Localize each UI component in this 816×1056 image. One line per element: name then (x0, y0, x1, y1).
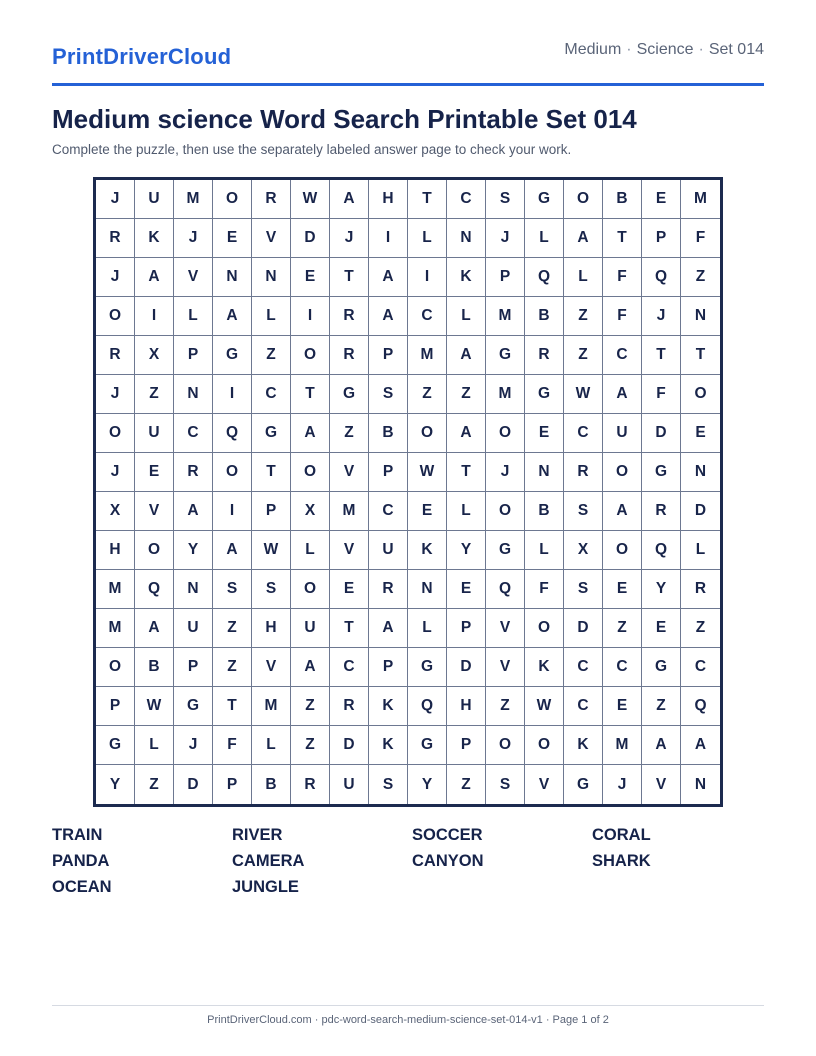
grid-cell[interactable]: W (408, 453, 447, 492)
grid-cell[interactable]: B (525, 297, 564, 336)
grid-cell[interactable]: Z (291, 726, 330, 765)
grid-cell[interactable]: G (486, 336, 525, 375)
grid-cell[interactable]: V (252, 648, 291, 687)
grid-cell[interactable]: Y (96, 765, 135, 804)
grid-cell[interactable]: A (564, 219, 603, 258)
grid-cell[interactable]: S (369, 375, 408, 414)
grid-cell[interactable]: F (213, 726, 252, 765)
grid-cell[interactable]: Z (447, 765, 486, 804)
grid-cell[interactable]: G (525, 180, 564, 219)
grid-cell[interactable]: M (96, 609, 135, 648)
grid-cell[interactable]: E (603, 570, 642, 609)
grid-cell[interactable]: E (447, 570, 486, 609)
word-list-item: CAMERA (232, 852, 305, 870)
grid-cell[interactable]: C (174, 414, 213, 453)
grid-cell[interactable]: B (135, 648, 174, 687)
word-list-item: OCEAN (52, 878, 112, 896)
page-footer: PrintDriverCloud.com · pdc-word-search-medium-science-set-014-v1 · Page 1 of 2 (207, 1014, 609, 1026)
grid-cell[interactable]: A (681, 726, 720, 765)
word-list-item: PANDA (52, 852, 110, 870)
word-list-item: CANYON (412, 852, 484, 870)
grid-cell[interactable]: Z (408, 375, 447, 414)
grid-cell[interactable]: I (213, 492, 252, 531)
grid-cell[interactable]: D (681, 492, 720, 531)
breadcrumb-set: Set 014 (708, 41, 764, 58)
grid-cell[interactable]: E (213, 219, 252, 258)
grid-cell[interactable]: A (213, 297, 252, 336)
grid-cell[interactable]: P (174, 336, 213, 375)
grid-cell[interactable]: O (564, 180, 603, 219)
grid-cell[interactable]: O (486, 492, 525, 531)
grid-cell[interactable]: U (603, 414, 642, 453)
grid-cell[interactable]: S (564, 492, 603, 531)
grid-cell[interactable]: P (447, 726, 486, 765)
grid-cell[interactable]: G (252, 414, 291, 453)
grid-cell[interactable]: Q (213, 414, 252, 453)
grid-cell[interactable]: E (681, 414, 720, 453)
grid-cell[interactable]: H (96, 531, 135, 570)
grid-cell[interactable]: V (330, 453, 369, 492)
grid-cell[interactable]: U (369, 531, 408, 570)
grid-cell[interactable]: V (486, 648, 525, 687)
word-list-item: JUNGLE (232, 878, 299, 896)
grid-cell[interactable]: A (369, 258, 408, 297)
grid-cell[interactable]: V (252, 219, 291, 258)
grid-cell[interactable]: G (642, 648, 681, 687)
grid-cell[interactable]: C (564, 414, 603, 453)
grid-cell[interactable]: A (291, 414, 330, 453)
grid-cell[interactable]: L (447, 492, 486, 531)
grid-cell[interactable]: Z (135, 375, 174, 414)
grid-cell[interactable]: O (213, 453, 252, 492)
grid-cell[interactable]: L (525, 531, 564, 570)
grid-cell[interactable]: M (252, 687, 291, 726)
grid-cell[interactable]: Q (135, 570, 174, 609)
grid-cell[interactable]: F (525, 570, 564, 609)
grid-cell[interactable]: O (525, 726, 564, 765)
grid-cell[interactable]: C (603, 648, 642, 687)
grid-cell[interactable]: J (330, 219, 369, 258)
grid-cell[interactable]: A (135, 258, 174, 297)
grid-cell[interactable]: K (135, 219, 174, 258)
grid-cell[interactable]: F (642, 375, 681, 414)
grid-cell[interactable]: V (330, 531, 369, 570)
grid-cell[interactable]: X (291, 492, 330, 531)
grid-cell[interactable]: I (291, 297, 330, 336)
grid-cell[interactable]: D (330, 726, 369, 765)
breadcrumb-category: Science (636, 41, 694, 58)
grid-cell[interactable]: J (486, 219, 525, 258)
grid-cell[interactable]: A (447, 336, 486, 375)
grid-cell[interactable]: O (603, 531, 642, 570)
grid-cell[interactable]: M (174, 180, 213, 219)
grid-cell[interactable]: A (603, 492, 642, 531)
grid-cell[interactable]: O (96, 648, 135, 687)
grid-cell[interactable]: O (291, 570, 330, 609)
grid-cell[interactable]: S (213, 570, 252, 609)
grid-cell[interactable]: N (525, 453, 564, 492)
word-list-item: SHARK (592, 852, 651, 870)
grid-cell[interactable]: R (681, 570, 720, 609)
word-list-item: RIVER (232, 826, 283, 844)
grid-cell[interactable]: O (681, 375, 720, 414)
grid-cell[interactable]: R (291, 765, 330, 804)
grid-cell[interactable]: B (252, 765, 291, 804)
grid-cell[interactable]: R (369, 570, 408, 609)
grid-cell[interactable]: G (330, 375, 369, 414)
grid-cell[interactable]: G (642, 453, 681, 492)
word-list (52, 825, 764, 897)
grid-cell[interactable]: Z (291, 687, 330, 726)
grid-cell[interactable]: C (564, 648, 603, 687)
grid-cell[interactable]: U (135, 414, 174, 453)
page-title: Medium science Word Search Printable Set 014 (52, 104, 637, 134)
grid-cell[interactable]: K (369, 687, 408, 726)
grid-cell[interactable]: X (135, 336, 174, 375)
grid-cell[interactable]: Z (330, 414, 369, 453)
grid-cell[interactable]: P (447, 609, 486, 648)
page-subtitle: Complete the puzzle, then use the separately labeled answer page to check your work. (52, 142, 572, 157)
grid-cell[interactable]: J (486, 453, 525, 492)
grid-cell[interactable]: K (564, 726, 603, 765)
grid-cell[interactable]: O (486, 726, 525, 765)
grid-cell[interactable]: Y (447, 531, 486, 570)
grid-cell[interactable]: Z (135, 765, 174, 804)
grid-cell[interactable]: Z (213, 648, 252, 687)
grid-cell[interactable]: C (603, 336, 642, 375)
word-list-item: CORAL (592, 826, 651, 844)
grid-cell[interactable]: F (681, 219, 720, 258)
grid-cell[interactable]: T (681, 336, 720, 375)
grid-cell[interactable]: X (564, 531, 603, 570)
grid-cell[interactable]: Z (564, 297, 603, 336)
grid-cell[interactable]: G (213, 336, 252, 375)
grid-cell[interactable]: F (603, 258, 642, 297)
grid-cell[interactable]: O (96, 297, 135, 336)
grid-cell[interactable]: G (174, 687, 213, 726)
grid-cell[interactable]: U (291, 609, 330, 648)
grid-cell[interactable]: I (213, 375, 252, 414)
grid-cell[interactable]: G (564, 765, 603, 804)
grid-cell[interactable]: R (96, 336, 135, 375)
grid-cell[interactable]: B (603, 180, 642, 219)
grid-cell[interactable]: Z (681, 258, 720, 297)
grid-cell[interactable]: A (213, 531, 252, 570)
grid-cell[interactable]: Z (681, 609, 720, 648)
grid-cell[interactable]: M (96, 570, 135, 609)
grid-cell[interactable]: G (408, 726, 447, 765)
grid-cell[interactable]: D (291, 219, 330, 258)
grid-cell[interactable]: N (408, 570, 447, 609)
word-list-item: TRAIN (52, 826, 103, 844)
grid-cell[interactable]: I (408, 258, 447, 297)
grid-cell[interactable]: R (330, 687, 369, 726)
grid-cell[interactable]: Q (642, 258, 681, 297)
grid-cell[interactable]: R (174, 453, 213, 492)
grid-cell[interactable]: M (486, 375, 525, 414)
grid-cell[interactable]: O (135, 531, 174, 570)
grid-cell[interactable]: R (330, 297, 369, 336)
grid-cell[interactable]: O (96, 414, 135, 453)
grid-cell[interactable]: J (96, 180, 135, 219)
grid-cell[interactable]: L (408, 219, 447, 258)
grid-cell[interactable]: N (681, 453, 720, 492)
grid-cell[interactable]: I (369, 219, 408, 258)
grid-cell[interactable]: J (603, 765, 642, 804)
grid-cell[interactable]: G (96, 726, 135, 765)
grid-cell[interactable]: M (408, 336, 447, 375)
breadcrumb-level: Medium (564, 41, 622, 58)
grid-cell[interactable]: E (135, 453, 174, 492)
grid-cell[interactable]: R (525, 336, 564, 375)
grid-cell[interactable]: L (564, 258, 603, 297)
grid-cell[interactable]: L (174, 297, 213, 336)
grid-cell[interactable]: Z (564, 336, 603, 375)
grid-cell[interactable]: K (369, 726, 408, 765)
grid-cell[interactable]: A (369, 297, 408, 336)
grid-cell[interactable]: O (213, 180, 252, 219)
grid-cell[interactable]: H (369, 180, 408, 219)
breadcrumb (564, 41, 764, 59)
grid-cell[interactable]: Z (447, 375, 486, 414)
page-header (52, 0, 764, 86)
grid-cell[interactable]: L (681, 531, 720, 570)
grid-cell[interactable]: Y (642, 570, 681, 609)
grid-cell[interactable]: L (291, 531, 330, 570)
grid-cell[interactable]: W (564, 375, 603, 414)
grid-cell[interactable]: J (96, 258, 135, 297)
breadcrumb-separator: · (698, 41, 704, 58)
grid-cell[interactable]: M (486, 297, 525, 336)
grid-cell[interactable]: J (642, 297, 681, 336)
grid-cell[interactable]: S (369, 765, 408, 804)
grid-cell[interactable]: F (603, 297, 642, 336)
grid-cell[interactable]: C (564, 687, 603, 726)
grid-cell[interactable]: R (642, 492, 681, 531)
grid-cell[interactable]: Q (681, 687, 720, 726)
grid-cell[interactable]: O (291, 336, 330, 375)
grid-cell[interactable]: E (408, 492, 447, 531)
grid-cell[interactable]: V (525, 765, 564, 804)
grid-cell[interactable]: A (369, 609, 408, 648)
grid-cell[interactable]: P (369, 453, 408, 492)
grid-cell[interactable]: A (603, 375, 642, 414)
grid-cell[interactable]: A (642, 726, 681, 765)
grid-cell[interactable]: C (681, 648, 720, 687)
grid-cell[interactable]: G (486, 531, 525, 570)
grid-cell[interactable]: D (642, 414, 681, 453)
grid-cell[interactable]: N (174, 375, 213, 414)
grid-cell[interactable]: B (369, 414, 408, 453)
grid-cell[interactable]: O (525, 609, 564, 648)
grid-cell[interactable]: T (447, 453, 486, 492)
grid-cell[interactable]: T (213, 687, 252, 726)
grid-cell[interactable]: Z (486, 687, 525, 726)
grid-cell[interactable]: T (642, 336, 681, 375)
grid-cell[interactable]: U (330, 765, 369, 804)
grid-cell[interactable]: G (525, 375, 564, 414)
grid-cell[interactable]: H (447, 687, 486, 726)
grid-cell[interactable]: A (291, 648, 330, 687)
grid-cell[interactable]: E (642, 609, 681, 648)
grid-cell[interactable]: L (447, 297, 486, 336)
grid-cell[interactable]: N (213, 258, 252, 297)
grid-cell[interactable]: W (252, 531, 291, 570)
grid-cell[interactable]: N (681, 297, 720, 336)
grid-cell[interactable]: C (330, 648, 369, 687)
grid-cell[interactable]: P (486, 258, 525, 297)
grid-cell[interactable]: K (525, 648, 564, 687)
grid-cell[interactable]: E (603, 687, 642, 726)
grid-cell[interactable]: I (135, 297, 174, 336)
grid-cell[interactable]: L (408, 609, 447, 648)
grid-cell[interactable]: L (525, 219, 564, 258)
grid-cell[interactable]: O (408, 414, 447, 453)
grid-cell[interactable]: T (603, 219, 642, 258)
footer-divider (52, 1005, 764, 1006)
grid-cell[interactable]: C (408, 297, 447, 336)
grid-cell[interactable]: V (135, 492, 174, 531)
grid-cell[interactable]: Q (642, 531, 681, 570)
grid-cell[interactable]: A (447, 414, 486, 453)
grid-cell[interactable]: E (291, 258, 330, 297)
grid-cell[interactable]: J (96, 375, 135, 414)
grid-cell[interactable]: U (135, 180, 174, 219)
grid-cell[interactable]: V (486, 609, 525, 648)
grid-cell[interactable]: G (408, 648, 447, 687)
grid-cell[interactable]: S (252, 570, 291, 609)
grid-cell[interactable]: O (291, 453, 330, 492)
grid-cell[interactable]: N (447, 219, 486, 258)
grid-cell[interactable]: T (252, 453, 291, 492)
grid-cell[interactable]: D (564, 609, 603, 648)
grid-cell[interactable]: Z (642, 687, 681, 726)
word-search-grid (93, 177, 723, 807)
grid-cell[interactable]: E (525, 414, 564, 453)
grid-cell[interactable]: P (96, 687, 135, 726)
grid-cell[interactable]: T (330, 609, 369, 648)
grid-cell[interactable]: U (174, 609, 213, 648)
grid-cell[interactable]: L (135, 726, 174, 765)
grid-cell[interactable]: C (252, 375, 291, 414)
grid-cell[interactable]: Q (525, 258, 564, 297)
grid-cell[interactable]: Z (603, 609, 642, 648)
grid-cell[interactable]: V (642, 765, 681, 804)
grid-cell[interactable]: O (486, 414, 525, 453)
grid-cell[interactable]: Z (213, 609, 252, 648)
grid-cell[interactable]: O (603, 453, 642, 492)
grid-cell[interactable]: N (681, 765, 720, 804)
brand-logo[interactable]: PrintDriverCloud (52, 44, 232, 69)
word-list-item: SOCCER (412, 826, 483, 844)
grid-cell[interactable]: A (174, 492, 213, 531)
grid-cell[interactable]: V (174, 258, 213, 297)
grid-cell[interactable]: C (369, 492, 408, 531)
grid-cell[interactable]: L (252, 726, 291, 765)
grid-cell[interactable]: W (135, 687, 174, 726)
grid-cell[interactable]: W (525, 687, 564, 726)
grid-cell[interactable]: D (447, 648, 486, 687)
grid-cell[interactable]: J (174, 219, 213, 258)
grid-cell[interactable]: D (174, 765, 213, 804)
grid-cell[interactable]: A (135, 609, 174, 648)
grid-cell[interactable]: P (252, 492, 291, 531)
grid-cell[interactable]: N (252, 258, 291, 297)
grid-cell[interactable]: H (252, 609, 291, 648)
grid-cell[interactable]: P (642, 219, 681, 258)
grid-cell[interactable]: R (330, 336, 369, 375)
grid-cell[interactable]: L (252, 297, 291, 336)
grid-cell[interactable]: S (486, 180, 525, 219)
grid-cell[interactable]: A (330, 180, 369, 219)
grid-cell[interactable]: S (564, 570, 603, 609)
grid-cell[interactable]: P (174, 648, 213, 687)
grid-cell[interactable]: M (603, 726, 642, 765)
grid-cell[interactable]: R (564, 453, 603, 492)
grid-cell[interactable]: T (408, 180, 447, 219)
grid-cell[interactable]: B (525, 492, 564, 531)
grid-cell[interactable]: P (369, 336, 408, 375)
breadcrumb-separator: · (626, 41, 632, 58)
grid-cell[interactable]: K (408, 531, 447, 570)
grid-cell[interactable]: M (330, 492, 369, 531)
grid-cell[interactable]: W (291, 180, 330, 219)
grid-cell[interactable]: N (174, 570, 213, 609)
grid-cell[interactable]: E (330, 570, 369, 609)
grid-cell[interactable]: K (447, 258, 486, 297)
grid-cell[interactable]: M (681, 180, 720, 219)
grid-cell[interactable]: X (96, 492, 135, 531)
grid-cell[interactable]: P (369, 648, 408, 687)
grid-cell[interactable]: C (447, 180, 486, 219)
grid-cell[interactable]: S (486, 765, 525, 804)
grid-cell[interactable]: J (96, 453, 135, 492)
grid-cell[interactable]: R (96, 219, 135, 258)
grid-cell[interactable]: P (213, 765, 252, 804)
grid-cell[interactable]: E (642, 180, 681, 219)
grid-cell[interactable]: J (174, 726, 213, 765)
grid-cell[interactable]: R (252, 180, 291, 219)
grid-cell[interactable]: T (330, 258, 369, 297)
grid-cell[interactable]: Y (174, 531, 213, 570)
grid-cell[interactable]: Y (408, 765, 447, 804)
grid-cell[interactable]: T (291, 375, 330, 414)
grid-cell[interactable]: Z (252, 336, 291, 375)
grid-cell[interactable]: Q (486, 570, 525, 609)
grid-cell[interactable]: Q (408, 687, 447, 726)
